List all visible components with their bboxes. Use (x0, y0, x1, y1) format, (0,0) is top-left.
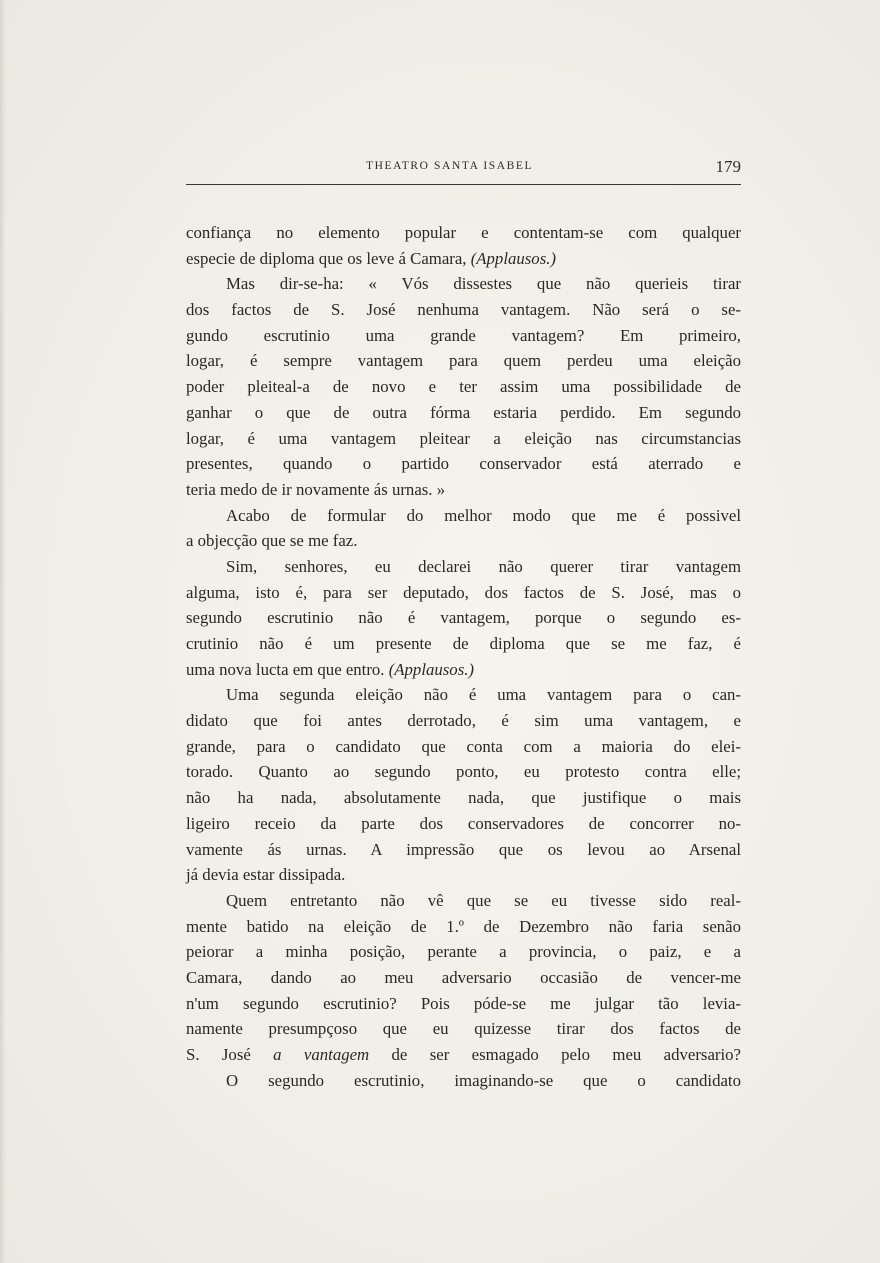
text-line (186, 939, 741, 965)
text-line (186, 528, 741, 554)
text-line (186, 734, 741, 760)
line-text: ligeiro receio da parte dos conservadores de concorrer no- (186, 813, 741, 833)
line-italic-text: (Applausos.) (470, 248, 557, 268)
line-text: dos factos de S. José nenhuma vantagem. Não será o se- (186, 300, 741, 320)
line-text: torado. Quanto ao segundo ponto, eu protesto contra elle; (186, 762, 741, 782)
text-line (186, 837, 741, 863)
text-line (186, 657, 741, 683)
line-text: logar, é uma vantagem pleitear a eleição nas circumstancias (186, 428, 741, 448)
line-italic-text: (Applausos.) (388, 659, 475, 679)
text-line (186, 400, 741, 426)
line-text: peiorar a minha posição, perante a provincia, o paiz, e a (186, 942, 741, 962)
text-line (186, 374, 741, 400)
line-text: segundo escrutinio não é vantagem, porque o segundo es- (186, 608, 741, 628)
line-text: Sim, senhores, eu declarei não querer tirar vantagem (226, 556, 741, 576)
text-line (186, 348, 741, 374)
text-line (186, 605, 741, 631)
line-text: Camara, dando ao meu adversario occasião de vencer-me (186, 967, 741, 987)
text-line (186, 477, 741, 503)
line-text: logar, é sempre vantagem para quem perdeu uma eleição (186, 351, 741, 371)
text-line (186, 271, 741, 297)
running-title: THEATRO SANTA ISABEL (366, 160, 534, 172)
line-text: a objecção que se me faz. (186, 531, 358, 551)
text-line (186, 426, 741, 452)
line-text: confiança no elemento popular e contentam-se com qualquer (186, 223, 741, 242)
text-line (186, 708, 741, 734)
line-italic-text: a vantagem (273, 1045, 370, 1064)
header-rule (186, 184, 741, 185)
line-text: crutinio não é um presente de diploma que se me faz, é (186, 634, 741, 653)
text-line (186, 503, 741, 529)
text-line (186, 811, 741, 837)
text-line (186, 914, 741, 940)
text-line (186, 759, 741, 785)
page-edge-shadow (0, 0, 6, 1263)
text-line (186, 682, 741, 708)
line-text: alguma, isto é, para ser deputado, dos factos de S. José, mas o (186, 582, 741, 602)
line-text: Acabo de formular do melhor modo que me é possivel (226, 505, 741, 525)
text-line (186, 323, 741, 349)
line-text: poder pleiteal-a de novo e ter assim uma possibilidade de (186, 377, 741, 397)
text-line (186, 991, 741, 1017)
line-text: n'um segundo escrutinio? Pois póde-se me julgar tão levia- (186, 993, 741, 1013)
text-line (186, 580, 741, 606)
text-line (186, 1016, 741, 1042)
line-text: didato que foi antes derrotado, é sim uma vantagem, e (186, 711, 741, 731)
line-text: Mas dir-se-ha: « Vós dissestes que não querieis tirar (226, 274, 741, 294)
body-text (186, 220, 741, 1093)
line-text: vamente ás urnas. A impressão que os levou ao Arsenal (186, 839, 741, 859)
line-text: uma nova lucta em que entro. (186, 659, 389, 679)
text-line (186, 1042, 741, 1068)
line-text: teria medo de ir novamente ás urnas. » (186, 479, 446, 499)
text-line (186, 451, 741, 477)
text-line (186, 888, 741, 914)
text-line (186, 554, 741, 580)
line-text: Quem entretanto não vê que se eu tivesse sido real- (226, 890, 741, 910)
text-line (186, 785, 741, 811)
page-header (186, 157, 741, 185)
line-text: namente presumpçoso que eu quizesse tirar dos factos de (186, 1019, 741, 1039)
line-text: O segundo escrutinio, imaginando-se que o candidato (226, 1070, 741, 1090)
text-line (186, 297, 741, 323)
text-line (186, 246, 741, 272)
text-line (186, 1068, 741, 1094)
text-line (186, 965, 741, 991)
line-text: presentes, quando o partido conservador está aterrado e (186, 454, 741, 474)
line-text: Uma segunda eleição não é uma vantagem para o can- (226, 685, 741, 705)
line-text-tail: de ser esmagado pelo meu adversario? (369, 1045, 741, 1064)
line-text: não ha nada, absolutamente nada, que justifique o mais (186, 788, 741, 808)
line-text: já devia estar dissipada. (186, 865, 346, 885)
line-text: especie de diploma que os leve á Camara, (186, 248, 471, 268)
line-text: gundo escrutinio uma grande vantagem? Em primeiro, (186, 325, 741, 345)
line-text: S. José (186, 1045, 274, 1064)
text-line (186, 631, 741, 657)
text-line (186, 862, 741, 888)
line-text: ganhar o que de outra fórma estaria perdido. Em segundo (186, 402, 741, 422)
line-text: grande, para o candidato que conta com a maioria do elei- (186, 736, 741, 756)
text-line (186, 220, 741, 246)
page-number: 179 (715, 157, 741, 176)
line-text: mente batido na eleição de 1.º de Dezembro não faria senão (186, 916, 741, 936)
